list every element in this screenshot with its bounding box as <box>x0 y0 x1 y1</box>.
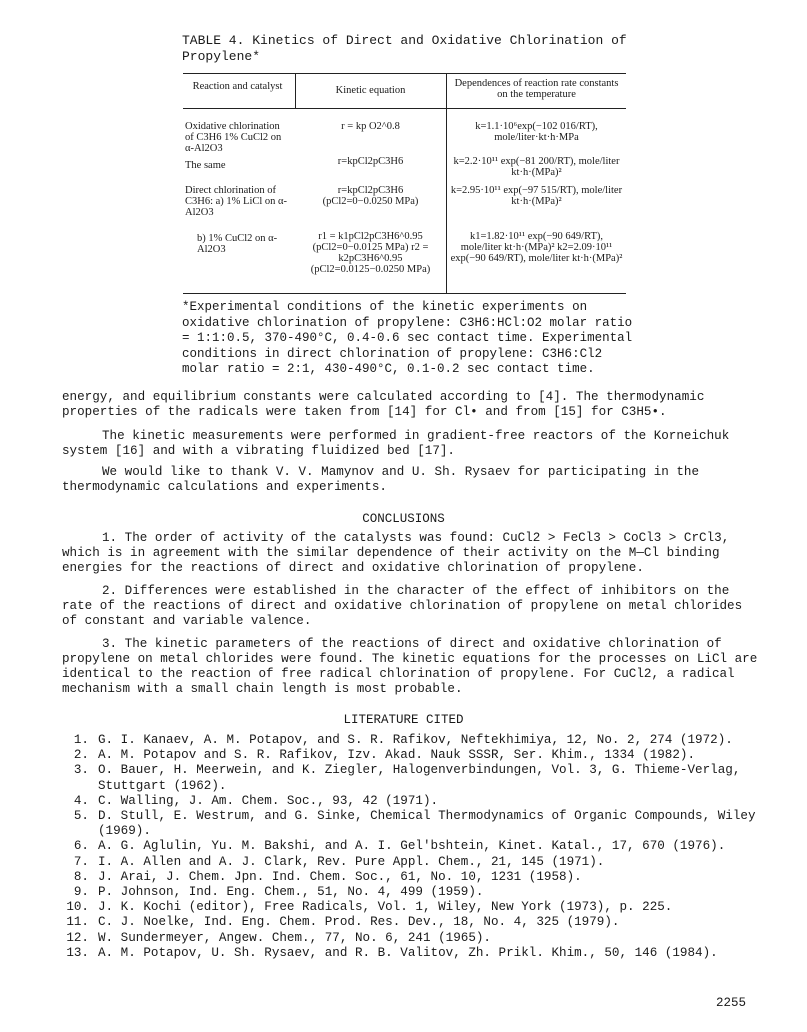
conclusion-item-2: 2. Differences were established in the character of the effect of inhibitors on the rate of the reactions of direct and oxidative chlorination of propylene on metal chlorides of constant and variable valence. <box>62 584 750 628</box>
conclusion-item-3: 3. The kinetic parameters of the reactions of direct and oxidative chlorination of propylene on metal chlorides were found. The kinetic equations for the processes on LiCl are identical to the reaction of free radical chlorination of propylene. For CuCl2, a radical mechanism with a small chain length is most probable. <box>62 637 765 696</box>
page-number: 2255 <box>716 996 747 1010</box>
table-col-divider-1 <box>295 73 296 108</box>
table-col-divider-2 <box>446 73 447 293</box>
table-row-2-dependence: k=2.2·10¹¹ exp(−81 200/RT), mole/liter kt·h·(MPa)² <box>453 156 620 178</box>
reference-item: 5. D. Stull, E. Westrum, and G. Sinke, Chemical Thermodynamics of Organic Compounds, Wiley (1969). <box>73 809 756 839</box>
kinetics-table <box>183 73 626 295</box>
reference-item: 2. A. M. Potapov and S. R. Rafikov, Izv. Akad. Nauk SSSR, Ser. Khim., 1334 (1982). <box>73 748 696 763</box>
reference-item: 7. I. A. Allen and A. J. Clark, Rev. Pure Appl. Chem., 21, 145 (1971). <box>73 854 605 869</box>
table-row-1-catalyst: Oxidative chlorination of C3H6 1% CuCl2 on α-Al2O3 <box>185 121 282 154</box>
reference-item: 8. J. Arai, J. Chem. Jpn. Ind. Chem. Soc., 61, No. 10, 1231 (1958). <box>73 869 582 884</box>
table-caption: TABLE 4. Kinetics of Direct and Oxidative Chlorination of Propylene* <box>182 33 627 64</box>
table-row-2-catalyst: The same <box>185 160 226 171</box>
reference-item: 11. C. J. Noelke, Ind. Eng. Chem. Prod. Res. Dev., 18, No. 4, 325 (1979). <box>66 915 620 930</box>
reference-item: 3. O. Bauer, H. Meerwein, and K. Ziegler, Halogenverbindungen, Vol. 3, G. Thieme-Verlag, Stuttgart (1962). <box>73 763 741 793</box>
table-row-1-equation: r = kp O2^0.8 <box>341 121 400 132</box>
conclusions-heading: CONCLUSIONS <box>362 512 445 526</box>
table-header-equation: Kinetic equation <box>335 85 406 96</box>
table-row-3-dependence: k=2.95·10¹¹ exp(−97 515/RT), mole/liter kt·h·(MPa)² <box>450 185 623 207</box>
table-header-dependence: Dependences of reaction rate constants on the temperature <box>454 78 619 100</box>
table-row-4-dependence: k1=1.82·10¹¹ exp(−90 649/RT), mole/liter kt·h·(MPa)² k2=2.09·10¹¹ exp(−90 649/RT), mole/liter kt·h·(MPa)² <box>450 231 623 264</box>
reference-list <box>62 733 762 961</box>
conclusion-item-1: 1. The order of activity of the catalysts was found: CuCl2 > FeCl3 > CoCl3 > CrCl3, which is in agreement with the similar dependence of their activity on the M—Cl binding energies for the reactions of direct and oxidative chlorination of propylene. <box>62 531 737 575</box>
body-paragraph-3: We would like to thank V. V. Mamynov and U. Sh. Rysaev for participating in the thermodynamic calculations and experiments. <box>62 465 707 494</box>
body-paragraph-2: The kinetic measurements were performed in gradient-free reactors of the Korneichuk system [16] and with a vibrating fluidized bed [17]. <box>62 429 737 458</box>
table-row-3-catalyst: Direct chlorination of C3H6: a) 1% LiCl on α-Al2O3 <box>185 185 288 218</box>
body-paragraph-1: energy, and equilibrium constants were calculated according to [4]. The thermodynamic properties of the radicals were taken from [14] for Cl• and from [15] for C3H5•. <box>62 390 712 419</box>
reference-item: 13. A. M. Potapov, U. Sh. Rysaev, and R. B. Valitov, Zh. Prikl. Khim., 50, 146 (1984). <box>66 945 718 960</box>
table-header-catalyst: Reaction and catalyst <box>192 81 283 92</box>
references-heading: LITERATURE CITED <box>343 713 464 727</box>
table-top-rule <box>183 73 626 74</box>
table-footnote: *Experimental conditions of the kinetic experiments on oxidative chlorination of propylene: C3H6:HCl:O2 molar ratio = 1:1:0.5, 370-490°C, 0.4-0.6 sec contact time. Experimental conditions in direct chlorination of propylene: C3H6:Cl2 molar ratio = 2:1, 430-490°C, 0.1-0.2 sec contact time. <box>182 300 633 376</box>
reference-item: 12. W. Sundermeyer, Angew. Chem., 77, No. 6, 241 (1965). <box>66 930 491 945</box>
table-row-3-equation: r=kpCl2pC3H6 (pCl2=0−0.0250 MPa) <box>322 185 419 207</box>
reference-item: 9. P. Johnson, Ind. Eng. Chem., 51, No. 4, 499 (1959). <box>73 885 484 900</box>
reference-item: 6. A. G. Aglulin, Yu. M. Bakshi, and A. I. Gel'bshtein, Kinet. Katal., 17, 670 (1976). <box>73 839 726 854</box>
table-header-rule <box>183 108 626 109</box>
table-bottom-rule <box>183 293 626 294</box>
reference-item: 10. J. K. Kochi (editor), Free Radicals, Vol. 1, Wiley, New York (1973), p. 225. <box>66 900 673 915</box>
table-row-4-equation: r1 = k1pCl2pC3H6^0.95 (pCl2=0−0.0125 MPa) r2 = k2pC3H6^0.95 (pCl2=0.0125−0.0250 MPa) <box>310 231 431 275</box>
reference-item: 1. G. I. Kanaev, A. M. Potapov, and S. R. Rafikov, Neftekhimiya, 12, No. 2, 274 (1972). <box>73 733 733 747</box>
reference-item: 4. C. Walling, J. Am. Chem. Soc., 93, 42 (1971). <box>73 793 439 808</box>
table-row-4-catalyst: b) 1% CuCl2 on α-Al2O3 <box>197 233 278 255</box>
table-row-2-equation: r=kpCl2pC3H6 <box>337 156 404 167</box>
table-row-1-dependence: k=1.1·10⁶exp(−102 016/RT), mole/liter·kt·h·MPa <box>475 121 598 143</box>
